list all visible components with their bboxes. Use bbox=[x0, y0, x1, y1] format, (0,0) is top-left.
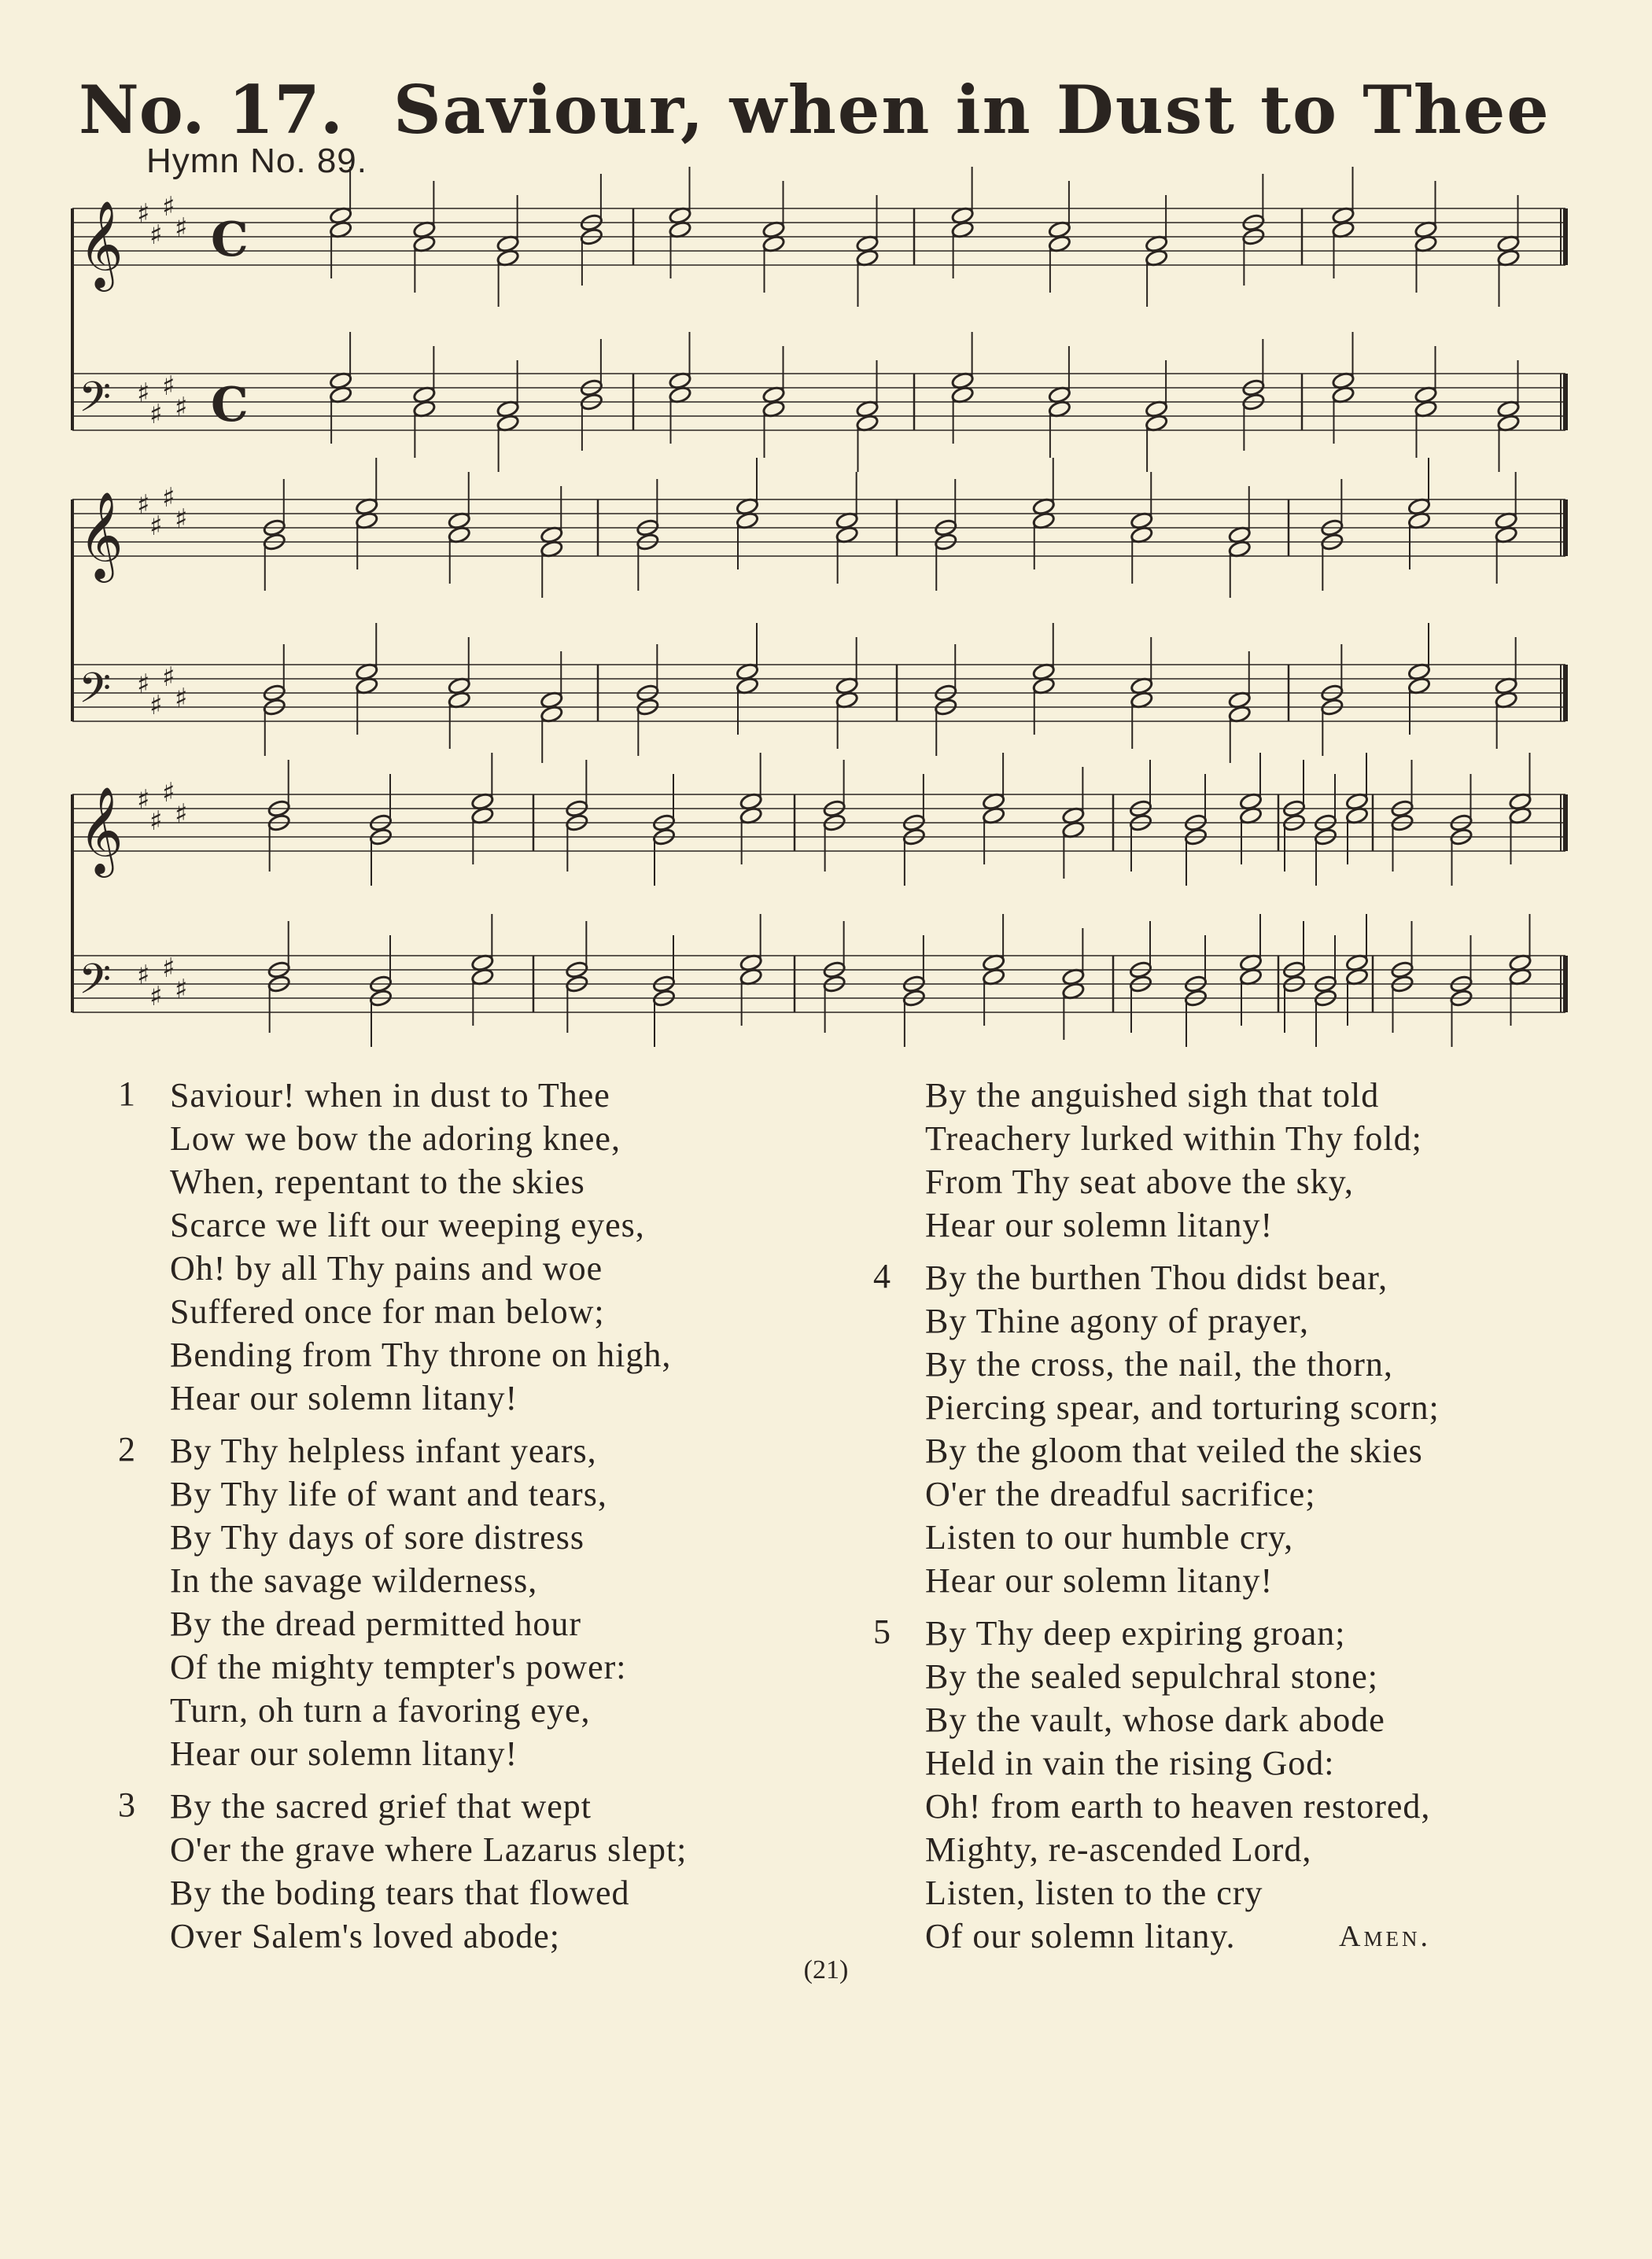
sharp-sign: ♯ bbox=[137, 198, 150, 230]
verse-line: Low we bow the adoring knee, bbox=[170, 1119, 621, 1158]
verse-number: 3 bbox=[118, 1785, 135, 1824]
sharp-sign: ♯ bbox=[162, 953, 175, 984]
verse-line: By Thy days of sore distress bbox=[170, 1518, 585, 1557]
sharp-sign: ♯ bbox=[175, 798, 188, 830]
verse-line: Of the mighty tempter's power: bbox=[170, 1648, 627, 1686]
stanza bbox=[118, 1074, 826, 1420]
sharp-sign: ♯ bbox=[137, 669, 150, 700]
treble-clef: 𝄞 bbox=[79, 200, 124, 288]
verse-line: By Thy life of want and tears, bbox=[170, 1475, 607, 1513]
time-signature: C bbox=[211, 378, 249, 433]
verse-line: Piercing spear, and torturing scorn; bbox=[925, 1388, 1440, 1427]
verse-line: Hear our solemn litany! bbox=[925, 1206, 1274, 1244]
verse-line: By the boding tears that flowed bbox=[170, 1874, 630, 1912]
sharp-sign: ♯ bbox=[162, 482, 175, 514]
verse-line: By Thy deep expiring groan; bbox=[925, 1614, 1346, 1653]
music-score bbox=[0, 0, 1652, 1054]
verse-line: In the savage wilderness, bbox=[170, 1561, 538, 1600]
verse-line: By the dread permitted hour bbox=[170, 1605, 582, 1643]
bass-clef: 𝄢 bbox=[79, 374, 112, 432]
sharp-sign: ♯ bbox=[175, 503, 188, 535]
time-signature: C bbox=[211, 212, 249, 267]
verse-line: By the gloom that veiled the skies bbox=[925, 1432, 1423, 1470]
verse-line: Treachery lurked within Thy fold; bbox=[925, 1119, 1422, 1158]
sharp-sign: ♯ bbox=[149, 805, 163, 837]
sharp-sign: ♯ bbox=[137, 784, 150, 816]
verse-line: Oh! by all Thy pains and woe bbox=[170, 1249, 603, 1288]
verse-line: By the sealed sepulchral stone; bbox=[925, 1657, 1378, 1696]
verse-line: Saviour! when in dust to Thee bbox=[170, 1076, 610, 1115]
stanza bbox=[118, 1429, 826, 1775]
verse-line: By the anguished sigh that told bbox=[925, 1076, 1380, 1115]
verse-line: Hear our solemn litany! bbox=[170, 1734, 518, 1773]
verse-line: When, repentant to the skies bbox=[170, 1163, 585, 1201]
verses-left-column bbox=[118, 1074, 826, 1967]
verse-line: Of our solemn litany. bbox=[925, 1917, 1236, 1955]
hymn-title: Saviour, when in Dust to Thee bbox=[393, 71, 1551, 149]
verse-line: Over Salem's loved abode; bbox=[170, 1917, 561, 1955]
sharp-sign: ♯ bbox=[175, 212, 188, 244]
verse-line: Oh! from earth to heaven restored, bbox=[925, 1787, 1431, 1826]
verse-line: Listen to our humble cry, bbox=[925, 1518, 1294, 1557]
verse-line: Turn, oh turn a favoring eye, bbox=[170, 1691, 591, 1730]
sharp-sign: ♯ bbox=[149, 219, 163, 251]
verse-line: By the burthen Thou didst bear, bbox=[925, 1258, 1388, 1297]
verse-number: 5 bbox=[873, 1612, 891, 1651]
verse-line: Hear our solemn litany! bbox=[925, 1561, 1274, 1600]
verse-line: By the vault, whose dark abode bbox=[925, 1701, 1385, 1739]
verses-right-column bbox=[873, 1074, 1581, 1967]
sharp-sign: ♯ bbox=[175, 392, 188, 423]
verse-line: Mighty, re-ascended Lord, bbox=[925, 1830, 1312, 1869]
sharp-sign: ♯ bbox=[162, 370, 175, 402]
verse-number: 1 bbox=[118, 1074, 135, 1113]
sharp-sign: ♯ bbox=[137, 489, 150, 521]
sharp-sign: ♯ bbox=[149, 399, 163, 430]
sharp-sign: ♯ bbox=[137, 960, 150, 991]
treble-clef: 𝄞 bbox=[79, 491, 124, 579]
sharp-sign: ♯ bbox=[175, 683, 188, 714]
verse-line: From Thy seat above the sky, bbox=[925, 1163, 1354, 1201]
treble-clef: 𝄞 bbox=[79, 786, 124, 874]
stanza bbox=[873, 1074, 1581, 1247]
stanza bbox=[873, 1612, 1581, 1958]
verse-line: Hear our solemn litany! bbox=[170, 1379, 518, 1417]
sharp-sign: ♯ bbox=[162, 777, 175, 809]
verse-line: By Thy helpless infant years, bbox=[170, 1432, 597, 1470]
verse-line: O'er the dreadful sacrifice; bbox=[925, 1475, 1316, 1513]
bass-clef: 𝄢 bbox=[79, 665, 112, 723]
verse-line: By Thine agony of prayer, bbox=[925, 1302, 1309, 1340]
sharp-sign: ♯ bbox=[149, 981, 163, 1012]
sharp-sign: ♯ bbox=[162, 661, 175, 693]
verse-line: Suffered once for man below; bbox=[170, 1292, 605, 1331]
verse-line: By the sacred grief that wept bbox=[170, 1787, 592, 1826]
verse-number: 2 bbox=[118, 1430, 135, 1469]
verse-line: O'er the grave where Lazarus slept; bbox=[170, 1830, 688, 1869]
sharp-sign: ♯ bbox=[137, 378, 150, 409]
verse-line: Bending from Thy throne on high, bbox=[170, 1336, 672, 1374]
stanza bbox=[118, 1785, 826, 1958]
sharp-sign: ♯ bbox=[162, 191, 175, 223]
sharp-sign: ♯ bbox=[149, 690, 163, 721]
amen: Amen. bbox=[1339, 1920, 1431, 1953]
tune-reference: Hymn No. 89. bbox=[146, 142, 367, 180]
page-number: (21) bbox=[803, 1955, 849, 1984]
hymn-number: No. 17. bbox=[79, 71, 343, 149]
stanza bbox=[873, 1256, 1581, 1602]
verse-line: Held in vain the rising God: bbox=[925, 1744, 1335, 1782]
bass-clef: 𝄢 bbox=[79, 956, 112, 1014]
sharp-sign: ♯ bbox=[175, 974, 188, 1005]
sharp-sign: ♯ bbox=[149, 510, 163, 542]
verse-line: By the cross, the nail, the thorn, bbox=[925, 1345, 1393, 1384]
verse-line: Listen, listen to the cry bbox=[925, 1874, 1263, 1912]
verse-line: Scarce we lift our weeping eyes, bbox=[170, 1206, 645, 1244]
verse-number: 4 bbox=[873, 1257, 891, 1295]
